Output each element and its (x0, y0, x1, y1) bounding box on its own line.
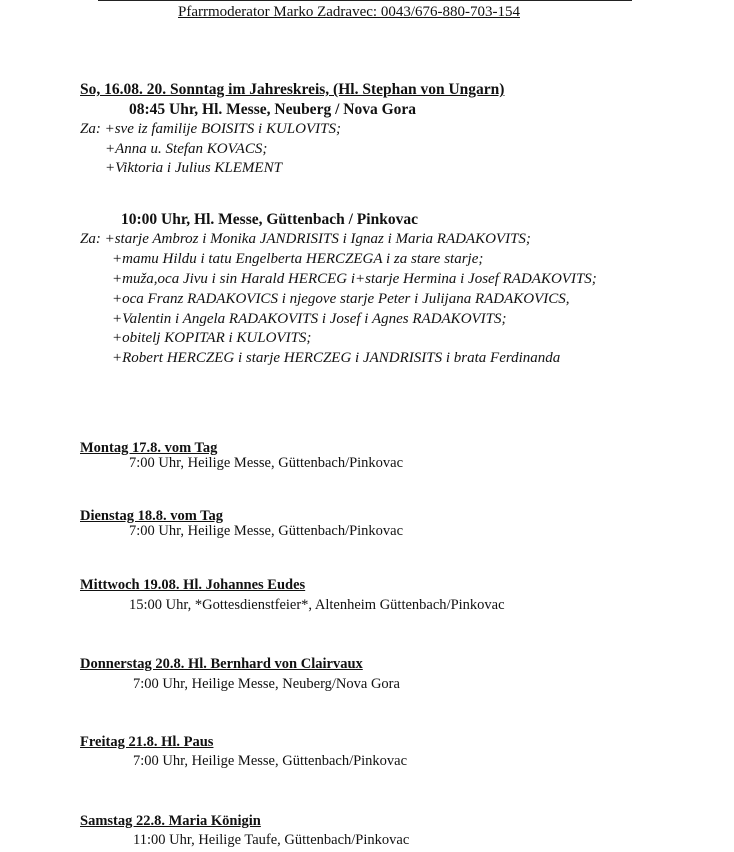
top-rule (98, 0, 632, 1)
mass1-intention: +Anna u. Stefan KOVACS; (105, 141, 268, 157)
sunday-title: So, 16.08. 20. Sonntag im Jahreskreis, (Hl. Stephan von Ungarn) (80, 81, 505, 98)
pastor-contact: Pfarrmoderator Marko Zadravec: 0043/676-880-703-154 (178, 4, 520, 20)
mass2-intention: +Valentin i Angela RADAKOVITS i Josef i Agnes RADAKOVITS; (112, 311, 507, 327)
weekday-detail-tuesday: 7:00 Uhr, Heilige Messe, Güttenbach/Pinkovac (129, 523, 404, 539)
weekday-title-tuesday: Dienstag 18.8. vom Tag (80, 508, 224, 524)
weekday-detail-monday: 7:00 Uhr, Heilige Messe, Güttenbach/Pinkovac (129, 455, 404, 471)
weekday-detail-friday: 7:00 Uhr, Heilige Messe, Güttenbach/Pinkovac (133, 753, 408, 769)
weekday-title-monday: Montag 17.8. vom Tag (80, 440, 218, 456)
mass1-intention: Za: +sve iz familije BOISITS i KULOVITS; (80, 121, 341, 137)
mass1-intention: +Viktoria i Julius KLEMENT (105, 160, 282, 176)
mass2-heading: 10:00 Uhr, Hl. Messe, Güttenbach / Pinkovac (121, 211, 418, 228)
weekday-detail-wednesday: 15:00 Uhr, *Gottesdienstfeier*, Altenheim Güttenbach/Pinkovac (129, 597, 505, 613)
mass2-intention: +obitelj KOPITAR i KULOVITS; (112, 330, 312, 346)
weekday-title-wednesday: Mittwoch 19.08. Hl. Johannes Eudes (80, 577, 306, 593)
weekday-detail-saturday: 11:00 Uhr, Heilige Taufe, Güttenbach/Pinkovac (133, 832, 410, 848)
weekday-detail-thursday: 7:00 Uhr, Heilige Messe, Neuberg/Nova Gora (133, 676, 400, 692)
mass1-heading: 08:45 Uhr, Hl. Messe, Neuberg / Nova Gora (129, 101, 417, 118)
mass2-intention: +muža,oca Jivu i sin Harald HERCEG i+starje Hermina i Josef RADAKOVITS; (112, 271, 597, 287)
weekday-title-saturday: Samstag 22.8. Maria Königin (80, 813, 261, 829)
weekday-title-friday: Freitag 21.8. Hl. Paus (80, 734, 214, 750)
mass2-intention: +Robert HERCZEG i starje HERCZEG i JANDRISITS i brata Ferdinanda (112, 350, 561, 366)
mass2-intention: +oca Franz RADAKOVICS i njegove starje Peter i Julijana RADAKOVICS, (112, 291, 570, 307)
mass2-intention: +mamu Hildu i tatu Engelberta HERCZEGA i za stare starje; (112, 251, 484, 267)
weekday-title-thursday: Donnerstag 20.8. Hl. Bernhard von Clairvaux (80, 656, 363, 672)
mass2-intention: Za: +starje Ambroz i Monika JANDRISITS i Ignaz i Maria RADAKOVITS; (80, 231, 531, 247)
